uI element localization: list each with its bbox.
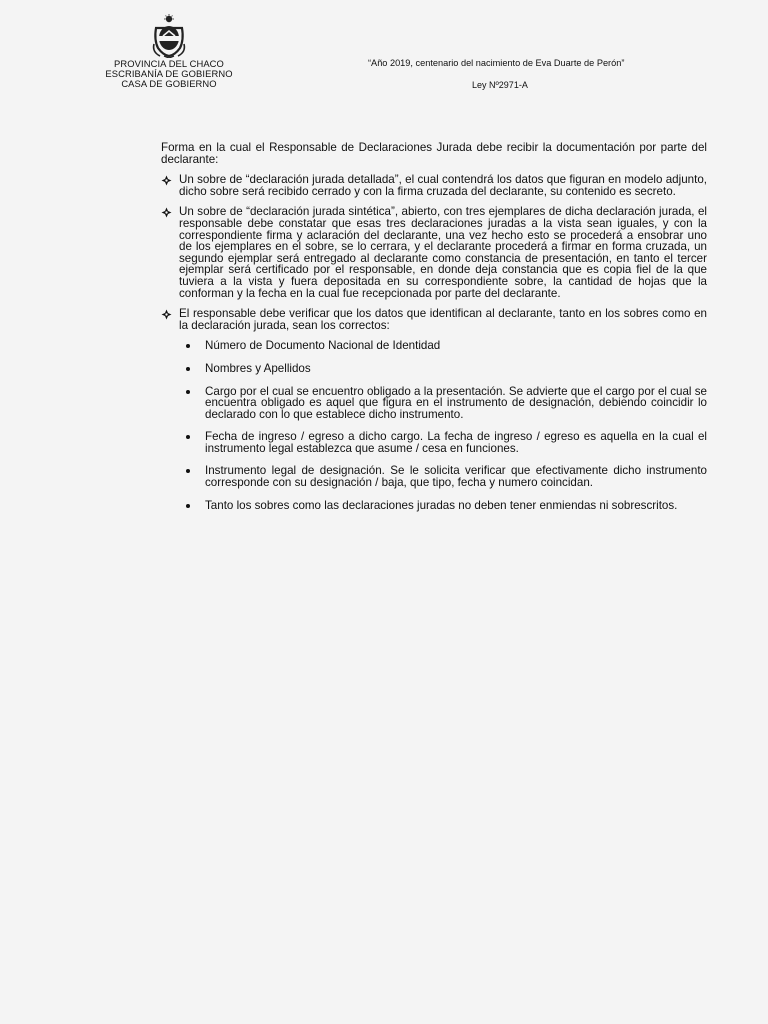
organization-header (100, 59, 238, 90)
sub-list-item-text: Número de Documento Nacional de Identidad (205, 339, 441, 353)
list-item (161, 206, 707, 299)
document-body (161, 142, 707, 522)
bullet-dot-icon (186, 469, 190, 473)
list-item-text: Un sobre de “declaración jurada sintética”, abierto, con tres ejemplares de dicha declaración jurada, el responsable debe constatar que esas tres declaraciones juradas a la vista sean iguales, y con la correspondiente firma y aclaración del declarante, una vez hecho esto se procederá a ensobrar uno de los ejemplares en el sobre, se lo cerrara, y el declarante procederá a firmar en forma cruzada, un segundo ejemplar será entregado al declarante como constancia de presentación, en tanto el tercer ejemplar será certificado por el responsable, en donde deja constancia que es copia fiel de la que tuviera a la vista y fuera depositada en su correspondiente sobre, la cantidad de hojas que la conforman y la fecha en la cual fue recepcionada por parte del declarante. (179, 205, 707, 300)
sub-list-item (179, 363, 707, 375)
list-item (161, 308, 707, 331)
sub-list-item-text: Fecha de ingreso / egreso a dicho cargo. La fecha de ingreso / egreso es aquella en la cual el instrumento legal establezca que asume / cesa en funciones. (205, 430, 707, 455)
org-line-office: ESCRIBANÍA DE GOBIERNO (105, 68, 233, 80)
coat-of-arms-seal-icon (150, 14, 188, 58)
diamond-bullet-icon (161, 175, 172, 186)
bullet-dot-icon (186, 390, 190, 394)
sub-list-item-text: Cargo por el cual se encuentro obligado a la presentación. Se advierte que el cargo por el cual se encuentra obligado es aquel que figura en el instrumento de designación, debiendo coincidir lo declarado con lo que establece dicho instrumento. (205, 384, 707, 421)
list-item-text: Un sobre de “declaración jurada detallada”, el cual contendrá los datos que figuran en modelo adjunto, dicho sobre será recibido cerrado y con la firma cruzada del declarante, su contenido es secreto. (179, 173, 707, 198)
sub-list-item (179, 465, 707, 488)
sub-list-item (179, 340, 707, 352)
diamond-bullet-icon (161, 309, 172, 320)
sub-list-item (179, 386, 707, 421)
sub-list-item (179, 500, 707, 512)
intro-paragraph: Forma en la cual el Responsable de Declaraciones Jurada debe recibir la documentación por parte del declarante: (161, 141, 707, 166)
sub-list-item-text: Tanto los sobres como las declaraciones juradas no deben tener enmiendas ni sobrescritos. (205, 498, 678, 512)
year-motto: “Año 2019, centenario del nacimiento de Eva Duarte de Perón” (368, 58, 625, 68)
sub-list-item (179, 431, 707, 454)
list-item-text: El responsable debe verificar que los datos que identifican al declarante, tanto en los sobres como en la declaración jurada, sean los correctos: (179, 307, 707, 332)
bullet-dot-icon (186, 504, 190, 508)
org-line-province: PROVINCIA DEL CHACO (114, 58, 224, 69)
sub-list-item-text: Instrumento legal de designación. Se le solicita verificar que efectivamente dicho instrumento corresponde con su designación / baja, que tipo, fecha y numero coincidan. (205, 464, 707, 490)
sub-list-item-text: Nombres y Apellidos (205, 361, 311, 375)
bullet-dot-icon (186, 344, 190, 348)
org-line-house: CASA DE GOBIERNO (121, 78, 217, 90)
bullet-dot-icon (186, 435, 190, 439)
diamond-bullet-icon (161, 207, 172, 218)
list-item (161, 174, 707, 197)
law-reference: Ley Nº2971-A (472, 80, 528, 90)
verification-checklist (161, 340, 707, 511)
bullet-dot-icon (186, 367, 190, 371)
